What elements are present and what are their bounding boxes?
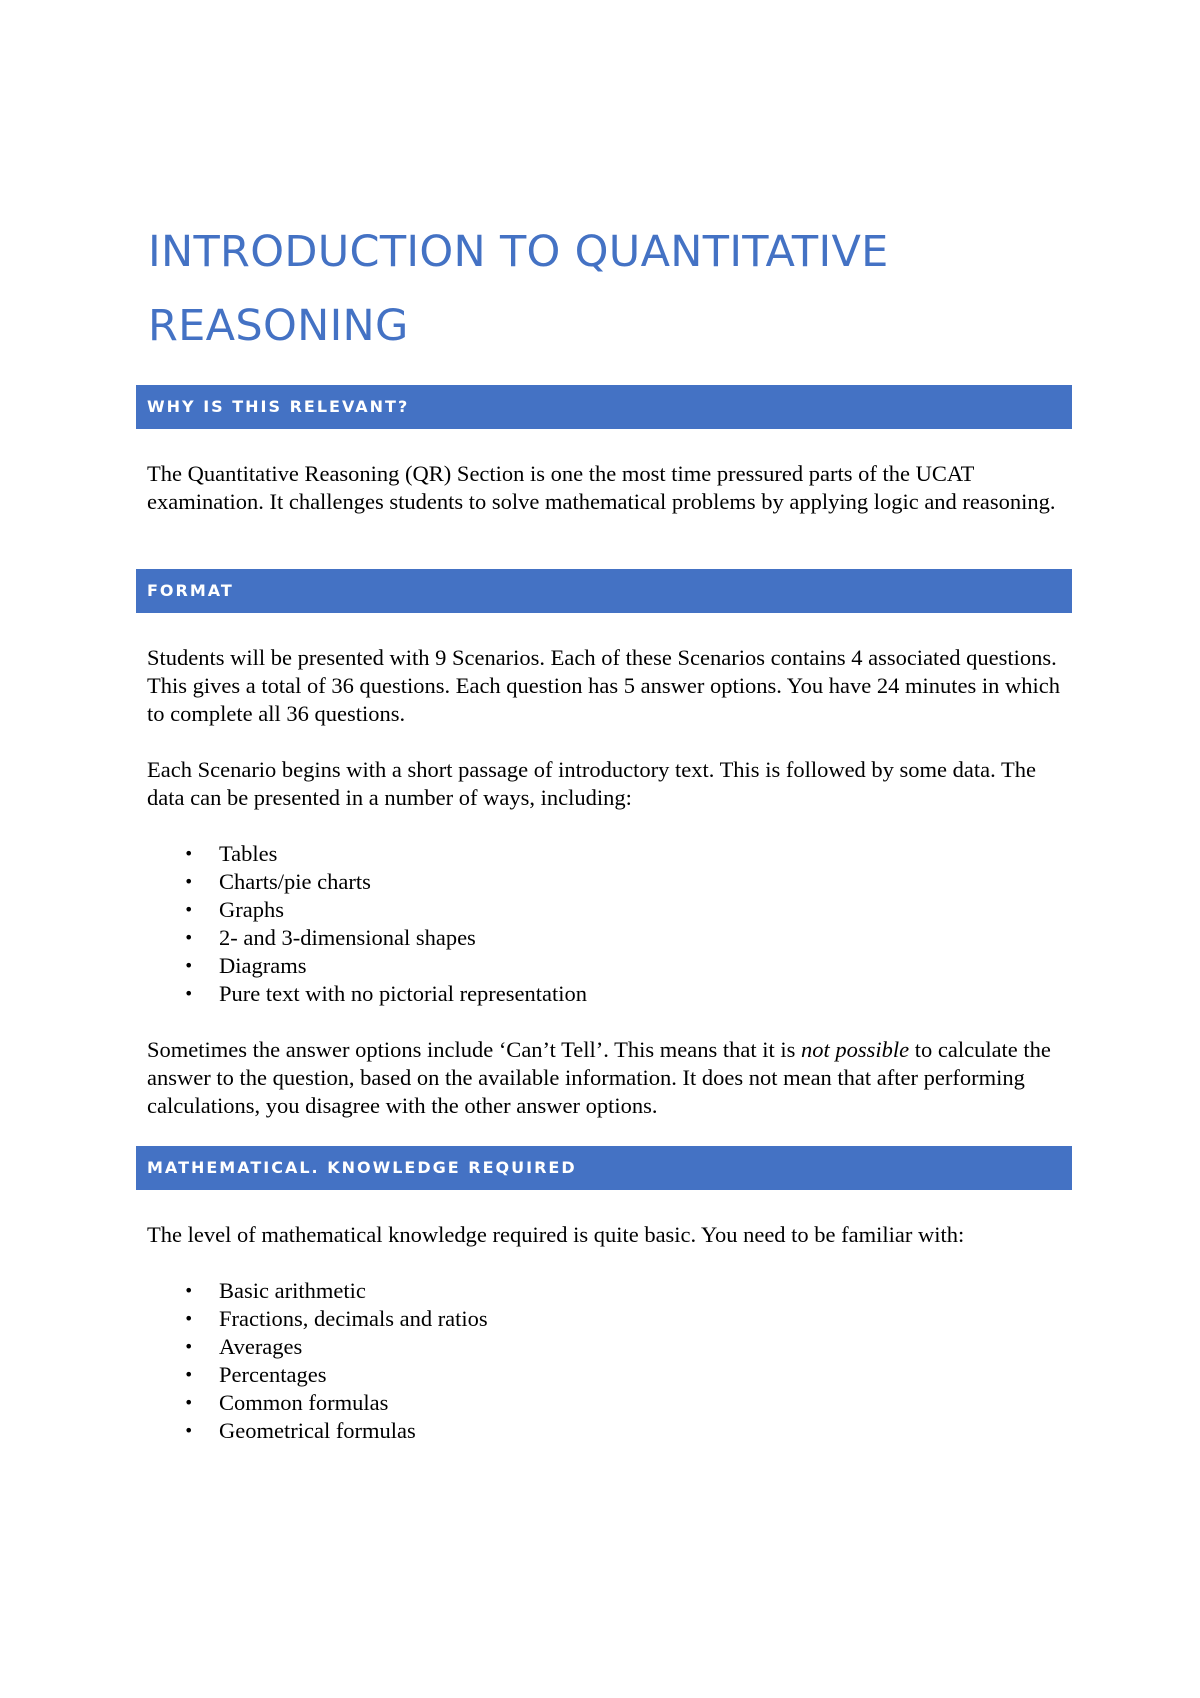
- list-item: • 2- and 3-dimensional shapes: [184, 925, 476, 950]
- knowledge-paragraph: The level of mathematical knowledge required is quite basic. You need to be familiar with:: [147, 1222, 965, 1247]
- list-item: • Fractions, decimals and ratios: [184, 1306, 488, 1331]
- list-item: • Tables: [184, 841, 278, 866]
- list-item: • Geometrical formulas: [184, 1418, 416, 1443]
- section-heading-relevance: WHY IS THIS RELEVANT?: [136, 385, 1072, 429]
- list-item: • Pure text with no pictorial representation: [184, 981, 588, 1006]
- page-title: [148, 215, 1048, 363]
- page-title-line-2: REASONING: [148, 301, 409, 351]
- section-heading-format: FORMAT: [136, 569, 1072, 613]
- knowledge-list: [147, 1277, 488, 1445]
- list-item: • Graphs: [184, 897, 284, 922]
- list-item: • Charts/pie charts: [184, 869, 371, 894]
- bullet-icon: •: [184, 900, 194, 919]
- emphasis-not-possible: not possible: [800, 1037, 910, 1062]
- format-paragraph-2: Each Scenario begins with a short passage of introductory text. This is followed by some data. The data can be presented in a number of ways, including:: [147, 757, 1036, 810]
- section-heading-knowledge: MATHEMATICAL. KNOWLEDGE REQUIRED: [136, 1146, 1072, 1190]
- bullet-icon: •: [184, 872, 194, 891]
- bullet-icon: •: [184, 844, 194, 863]
- relevance-paragraph: The Quantitative Reasoning (QR) Section is one the most time pressured parts of the UCAT examination. It challenges students to solve mathematical problems by applying logic and reasoning.: [147, 461, 1056, 514]
- bullet-icon: •: [184, 928, 194, 947]
- list-item: • Percentages: [184, 1362, 327, 1387]
- list-item: • Common formulas: [184, 1390, 389, 1415]
- data-types-list: [147, 840, 587, 1008]
- cant-tell-paragraph: Sometimes the answer options include ‘Can’t Tell’. This means that it is not possible to calculate the answer to the question, based on the available information. It does not mean that after performing calculations, you disagree with the other answer options.: [147, 1037, 1051, 1118]
- bullet-icon: •: [184, 1281, 194, 1300]
- bullet-icon: •: [184, 1309, 194, 1328]
- page-title-line-1: INTRODUCTION TO QUANTITATIVE: [148, 227, 889, 277]
- bullet-icon: •: [184, 1421, 194, 1440]
- format-paragraph-1: Students will be presented with 9 Scenarios. Each of these Scenarios contains 4 associated questions. This gives a total of 36 questions. Each question has 5 answer options. You have 24 minutes in which to complete all 36 questions.: [147, 645, 1061, 726]
- list-item: • Diagrams: [184, 953, 307, 978]
- bullet-icon: •: [184, 956, 194, 975]
- bullet-icon: •: [184, 1337, 194, 1356]
- bullet-icon: •: [184, 1393, 194, 1412]
- bullet-icon: •: [184, 984, 194, 1003]
- bullet-icon: •: [184, 1365, 194, 1384]
- list-item: • Averages: [184, 1334, 303, 1359]
- list-item: • Basic arithmetic: [184, 1278, 366, 1303]
